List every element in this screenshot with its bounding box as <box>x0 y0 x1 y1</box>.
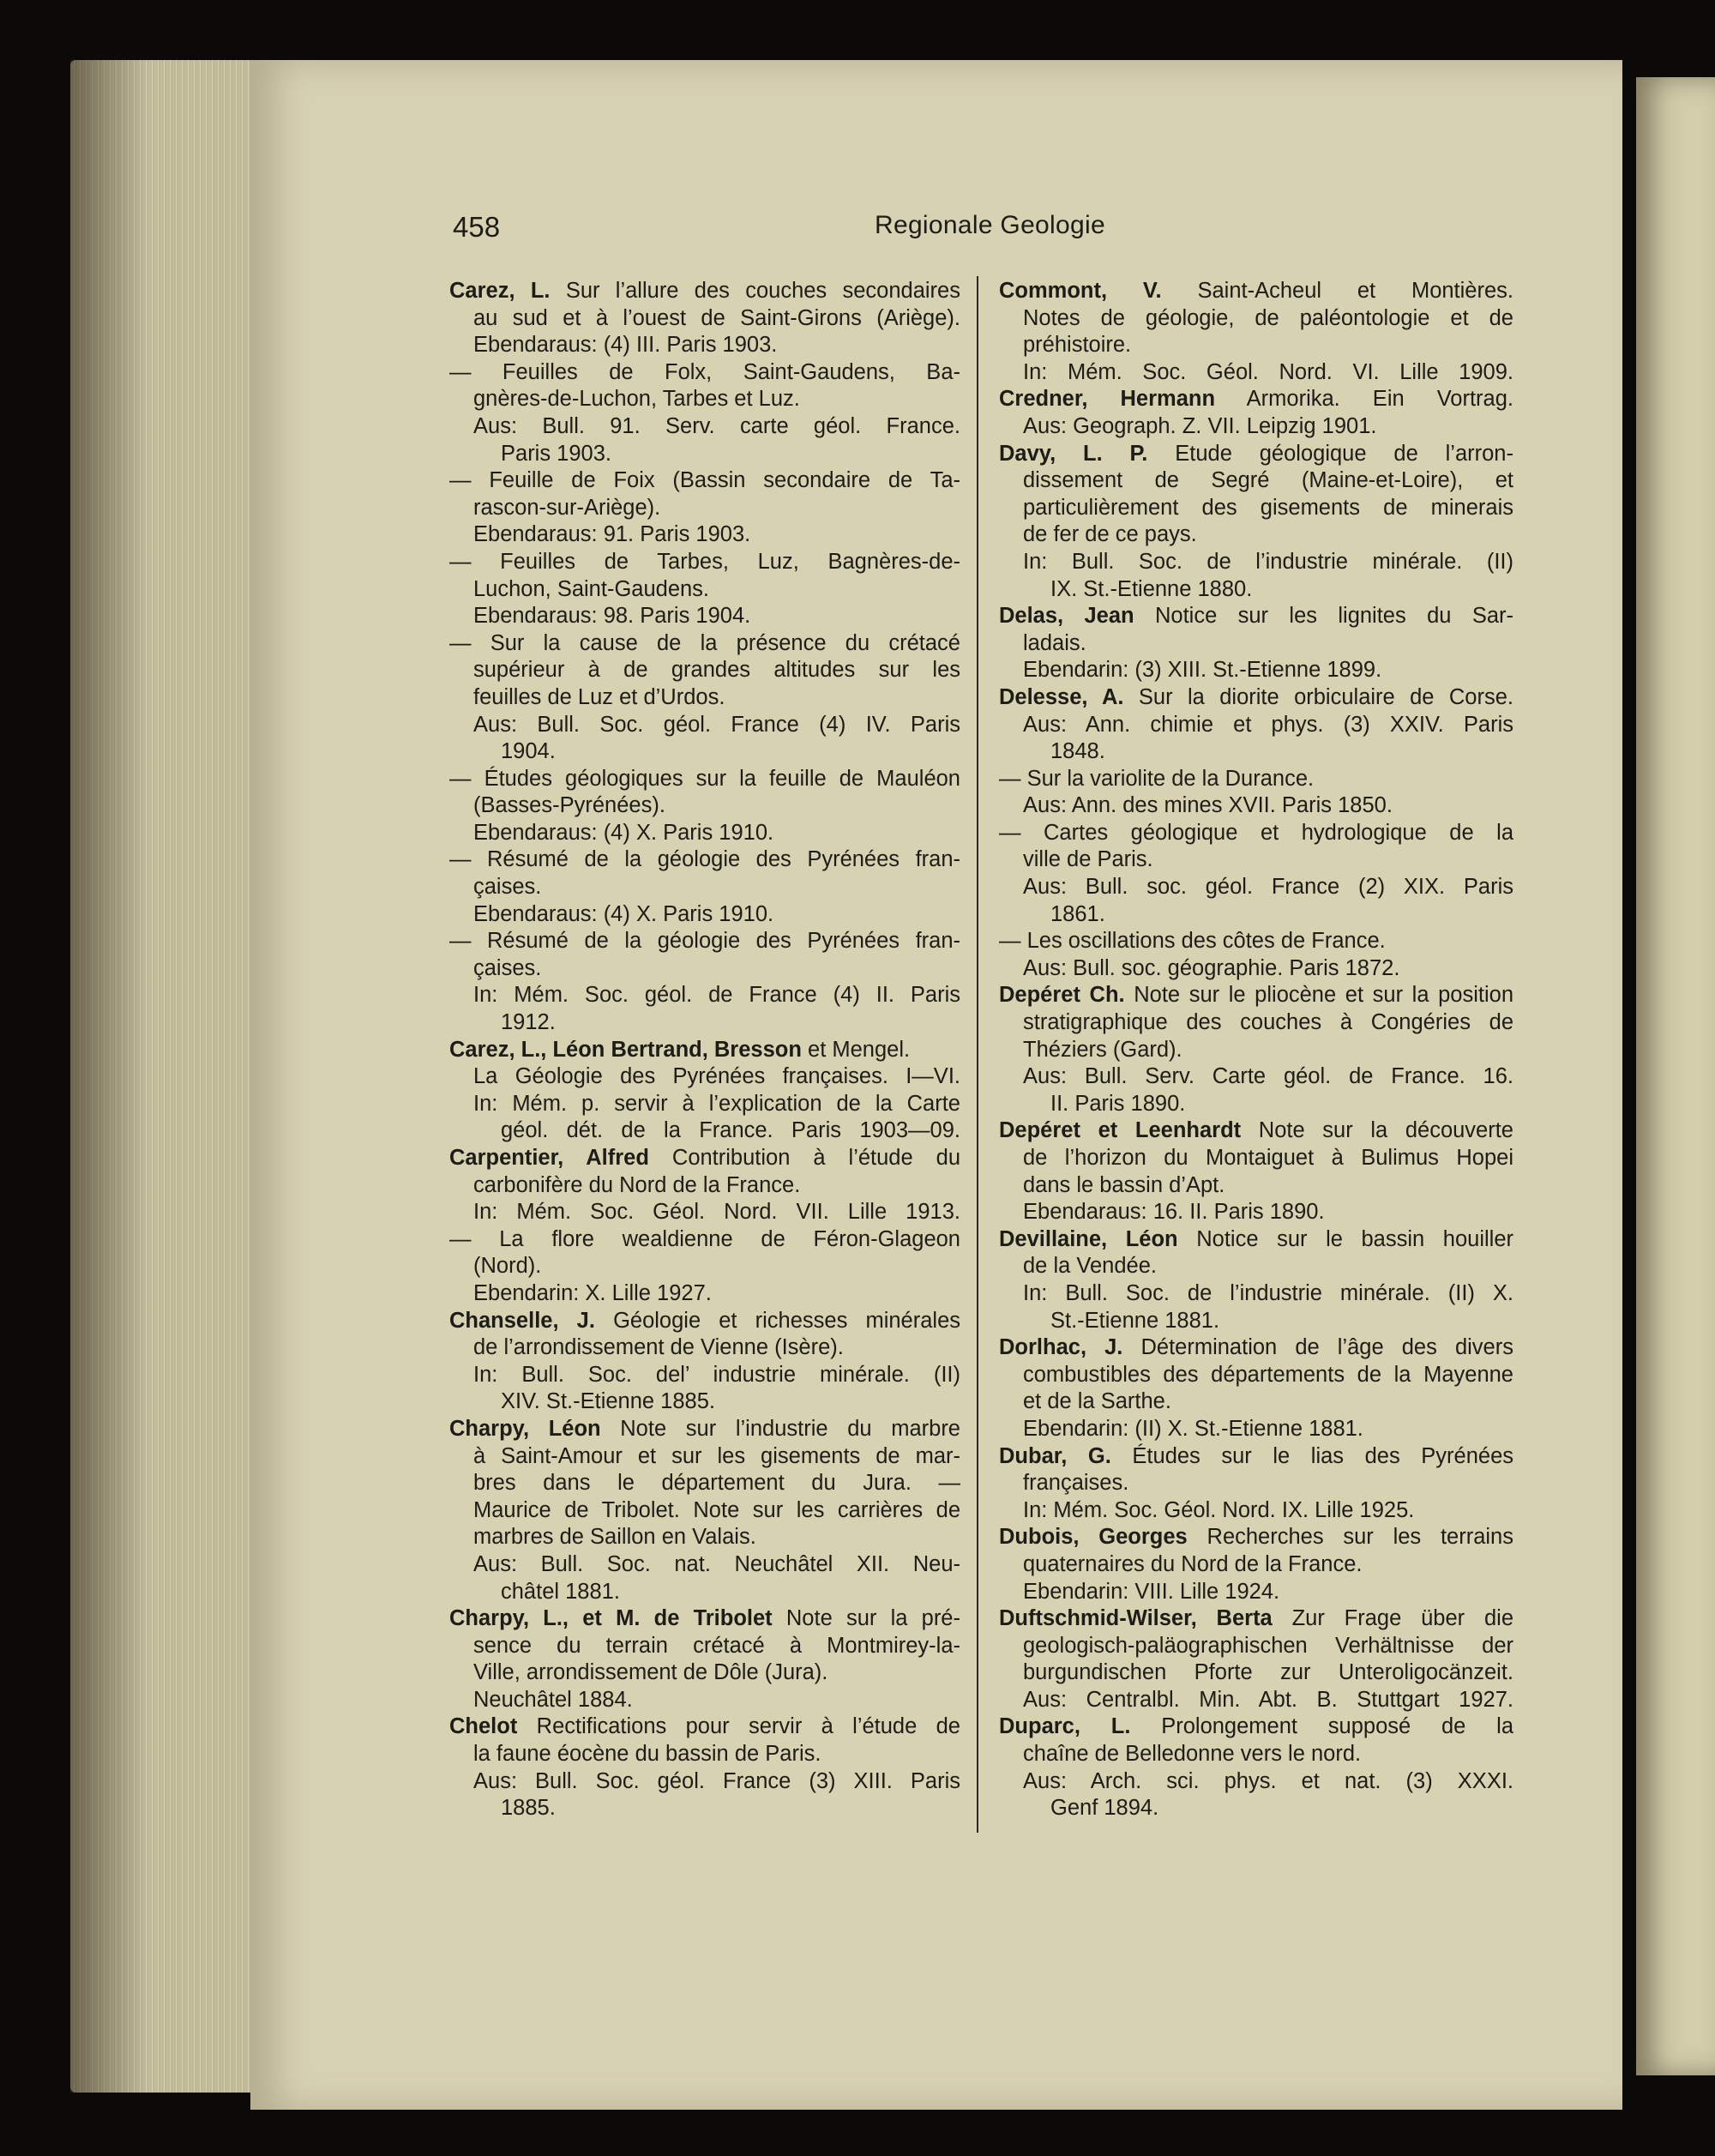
entry-text: Paris 1903. <box>501 441 611 466</box>
entry-text: géol. dét. de la France. Paris 1903—09. <box>501 1118 960 1143</box>
entry-line <box>999 657 1513 684</box>
entry-author: Depéret Ch. <box>999 983 1125 1008</box>
entry-text: Aus: Geograph. Z. VII. Leipzig 1901. <box>1023 413 1377 438</box>
entry-line <box>449 1551 960 1579</box>
entry-line <box>449 1579 960 1606</box>
entry-line <box>999 413 1513 441</box>
entry-text: Etude géologique de l’arron- <box>1175 441 1513 466</box>
entry-line <box>449 1091 960 1118</box>
entry-text: — La flore wealdienne de Féron-Glageon <box>449 1226 960 1251</box>
facing-page-edge <box>1636 77 1715 2075</box>
entry-line <box>449 1659 960 1687</box>
entry-line <box>999 1741 1513 1768</box>
entry-text: Ebendaraus: (4) III. Paris 1903. <box>473 333 778 358</box>
bibliography-subentry <box>999 766 1513 820</box>
bibliography-subentry <box>449 1226 960 1308</box>
entry-text: — Résumé de la géologie des Pyrénées fran- <box>449 847 960 872</box>
entry-author: Devillaine, Léon <box>999 1226 1178 1251</box>
entry-line <box>999 1199 1513 1226</box>
entry-text: Note sur la pré- <box>785 1606 960 1631</box>
entry-line <box>449 738 960 766</box>
entry-text: Saint-Acheul et Montières. <box>1197 279 1513 303</box>
entry-text: Ebendarin: (3) XIII. St.-Etienne 1899. <box>1023 658 1382 683</box>
entry-line <box>449 928 960 955</box>
entry-text: St.-Etienne 1881. <box>1050 1308 1220 1333</box>
entry-author: Dubois, Georges <box>999 1525 1188 1550</box>
entry-author: Carpentier, Alfred <box>449 1146 649 1170</box>
entry-line <box>999 1768 1513 1796</box>
entry-text: In: Bull. Soc. del’ industrie minérale. (II) <box>473 1362 960 1387</box>
entry-line <box>999 603 1513 630</box>
entry-line <box>999 1117 1513 1145</box>
entry-line <box>449 874 960 901</box>
entry-line <box>999 1443 1513 1471</box>
bibliography-entry <box>449 278 960 359</box>
entry-line <box>999 1551 1513 1579</box>
entry-text: Note sur la découverte <box>1258 1118 1513 1143</box>
entry-text: stratigraphique des couches à Congéries de <box>1023 1010 1513 1035</box>
bibliography-entry <box>999 603 1513 684</box>
entry-line <box>449 359 960 387</box>
entry-text: Aus: Centralbl. Min. Abt. B. Stuttgart 1927. <box>1023 1687 1513 1712</box>
entry-line <box>999 549 1513 576</box>
bibliography-entry <box>449 1145 960 1226</box>
entry-line <box>449 820 960 847</box>
entry-line <box>449 982 960 1009</box>
entry-text: Aus: Bull. soc. géol. France (2) XIX. Paris <box>1023 875 1513 900</box>
entry-text: Aus: Ann. des mines XVII. Paris 1850. <box>1023 793 1393 818</box>
entry-text: Sur l’allure des couches secondaires <box>565 279 960 303</box>
entry-text: Aus: Bull. Soc. nat. Neuchâtel XII. Neu- <box>473 1551 960 1576</box>
entry-line <box>999 874 1513 901</box>
bibliography-entry <box>449 1308 960 1416</box>
entry-line <box>999 955 1513 983</box>
entry-text: Aus: Ann. chimie et phys. (3) XXIV. Paris <box>1023 712 1513 737</box>
entry-line <box>999 495 1513 522</box>
entry-line <box>999 738 1513 766</box>
entry-author: Dubar, G. <box>999 1443 1111 1468</box>
entry-text: Aus: Bull. Soc. géol. France (4) IV. Paris <box>473 712 960 737</box>
entry-author: Dorlhac, J. <box>999 1335 1123 1360</box>
entry-line <box>449 332 960 359</box>
entry-text: In: Mém. Soc. géol. de France (4) II. Paris <box>473 983 960 1008</box>
entry-text: Armorika. Ein Vortrag. <box>1246 387 1513 412</box>
entry-line <box>449 1172 960 1200</box>
entry-text: — Feuilles de Folx, Saint-Gaudens, Ba- <box>449 359 960 384</box>
entry-text: 1912. <box>501 1010 556 1035</box>
entry-text: Aus: Bull. soc. géographie. Paris 1872. <box>1023 955 1400 980</box>
entry-text: — Études géologiques sur la feuille de Mauléon <box>449 766 960 791</box>
entry-line <box>999 846 1513 874</box>
entry-author: Charpy, Léon <box>449 1416 601 1441</box>
entry-author: Depéret et Leenhardt <box>999 1118 1242 1143</box>
entry-line <box>999 1334 1513 1362</box>
entry-text: Note sur l’industrie du marbre <box>620 1416 960 1441</box>
entry-text: quaternaires du Nord de la France. <box>1023 1551 1363 1576</box>
entry-line <box>449 1497 960 1525</box>
entry-line <box>449 1713 960 1741</box>
bibliography-entry <box>999 1524 1513 1605</box>
entry-line <box>449 1199 960 1226</box>
entry-text: ville de Paris. <box>1023 847 1153 872</box>
entry-line <box>999 1713 1513 1741</box>
entry-text: supérieur à de grandes altitudes sur les <box>473 658 960 683</box>
entry-line <box>449 1308 960 1335</box>
entry-text: Géologie et richesses minérales <box>613 1308 960 1333</box>
entry-text: feuilles de Luz et d’Urdos. <box>473 684 725 709</box>
entry-line <box>999 901 1513 929</box>
entry-text: particulièrement des gisements de minerais <box>1023 495 1513 520</box>
entry-text: Ville, arrondissement de Dôle (Jura). <box>473 1660 828 1685</box>
entry-text: Maurice de Tribolet. Note sur les carrières de <box>473 1497 960 1522</box>
entry-line <box>449 413 960 441</box>
entry-text: Note sur le pliocène et sur la position <box>1134 983 1513 1008</box>
entry-line <box>449 1334 960 1362</box>
entry-author: Chanselle, J. <box>449 1308 595 1333</box>
entry-line <box>449 1443 960 1471</box>
entry-line <box>449 1470 960 1497</box>
entry-text: — Sur la cause de la présence du crétacé <box>449 630 960 655</box>
entry-text: Rectifications pour servir à l’étude de <box>536 1714 960 1739</box>
entry-line <box>999 928 1513 955</box>
entry-line <box>999 332 1513 359</box>
entry-line <box>449 386 960 413</box>
entry-text: à Saint-Amour et sur les gisements de mar- <box>473 1443 960 1468</box>
entry-line <box>449 1362 960 1389</box>
entry-text: (Basses-Pyrénées). <box>473 793 665 818</box>
bibliography-entry <box>999 1226 1513 1334</box>
entry-text: Ebendaraus: (4) X. Paris 1910. <box>473 901 774 926</box>
entry-text: 1848. <box>1050 739 1105 764</box>
bibliography-entry <box>999 278 1513 386</box>
entry-text: Aus: Bull. 91. Serv. carte géol. France. <box>473 413 960 438</box>
bibliography-subentry <box>449 928 960 1036</box>
entry-text: et Mengel. <box>808 1037 911 1062</box>
bibliography-subentry <box>449 359 960 467</box>
entry-text: Études sur le lias des Pyrénées <box>1132 1443 1513 1468</box>
entry-line <box>999 1497 1513 1525</box>
entry-line <box>449 766 960 793</box>
bibliography-entry <box>449 1713 960 1822</box>
entry-text: II. Paris 1890. <box>1050 1091 1186 1116</box>
entry-text: Ebendaraus: 16. II. Paris 1890. <box>1023 1200 1325 1225</box>
entry-line <box>449 1280 960 1308</box>
entry-line <box>999 305 1513 333</box>
entry-author: Delas, Jean <box>999 604 1134 629</box>
entry-line <box>999 1253 1513 1280</box>
entry-text: Ebendarin: X. Lille 1927. <box>473 1280 712 1305</box>
bibliography-entry <box>999 386 1513 440</box>
entry-text: Notice sur le bassin houiller <box>1196 1226 1513 1251</box>
entry-text: Ebendaraus: (4) X. Paris 1910. <box>473 820 774 845</box>
entry-text: Détermination de l’âge des divers <box>1140 1335 1513 1360</box>
bibliography-subentry <box>449 549 960 630</box>
entry-text: au sud et à l’ouest de Saint-Girons (Ariège). <box>473 305 960 330</box>
entry-line <box>999 712 1513 739</box>
entry-text: Notes de géologie, de paléontologie et de <box>1023 305 1513 330</box>
bibliography-entry <box>449 1037 960 1145</box>
entry-line <box>449 521 960 549</box>
entry-line <box>999 1633 1513 1660</box>
entry-text: dissement de Segré (Maine-et-Loire), et <box>1023 468 1513 493</box>
entry-line <box>449 712 960 739</box>
entry-line <box>449 495 960 522</box>
entry-line <box>449 684 960 712</box>
entry-author: Davy, L. P. <box>999 441 1148 466</box>
entry-text: de la Vendée. <box>1023 1254 1157 1279</box>
entry-author: Credner, Hermann <box>999 387 1216 412</box>
bibliography-entry <box>999 1713 1513 1822</box>
entry-text: Ebendarin: (II) X. St.-Etienne 1881. <box>1023 1416 1363 1441</box>
entry-line <box>999 1226 1513 1254</box>
entry-line <box>449 1388 960 1416</box>
entry-text: Luchon, Saint-Gaudens. <box>473 576 710 601</box>
entry-text: Sur la diorite orbiculaire de Corse. <box>1138 684 1513 709</box>
entry-text: Zur Frage über die <box>1291 1606 1513 1631</box>
entry-line <box>999 1388 1513 1416</box>
entry-line <box>449 1768 960 1796</box>
entry-line <box>999 386 1513 413</box>
entry-line <box>999 467 1513 495</box>
entry-text: châtel 1881. <box>501 1579 620 1604</box>
entry-text: 1885. <box>501 1796 556 1821</box>
entry-text: rascon-sur-Ariège). <box>473 495 661 520</box>
entry-line <box>999 278 1513 305</box>
entry-text: chaîne de Belledonne vers le nord. <box>1023 1742 1362 1767</box>
right-column <box>999 278 1513 1822</box>
entry-line <box>999 1470 1513 1497</box>
entry-text: Aus: Bull. Soc. géol. France (3) XIII. Paris <box>473 1768 960 1793</box>
entry-line <box>449 1253 960 1280</box>
entry-line <box>449 846 960 874</box>
bibliography-entry <box>999 684 1513 766</box>
entry-text: — Cartes géologique et hydrologique de la <box>999 820 1513 845</box>
entry-line <box>449 1037 960 1064</box>
bibliography-entry <box>999 1117 1513 1226</box>
entry-text: de fer de ce pays. <box>1023 522 1197 547</box>
entry-line <box>999 1145 1513 1172</box>
entry-text: marbres de Saillon en Valais. <box>473 1525 756 1550</box>
entry-text: Ebendaraus: 98. Paris 1904. <box>473 604 751 629</box>
entry-line <box>999 1416 1513 1443</box>
entry-text: françaises. <box>1023 1471 1129 1496</box>
entry-line <box>449 549 960 576</box>
entry-line <box>999 1009 1513 1037</box>
bibliography-entry <box>999 1334 1513 1442</box>
entry-line <box>999 792 1513 820</box>
entry-author: Chelot <box>449 1714 518 1739</box>
entry-line <box>449 1226 960 1254</box>
entry-text: Neuchâtel 1884. <box>473 1687 633 1712</box>
entry-text: — Résumé de la géologie des Pyrénées fran- <box>449 929 960 954</box>
entry-text: — Feuilles de Tarbes, Luz, Bagnères-de- <box>449 549 960 574</box>
entry-line <box>449 467 960 495</box>
entry-text: geologisch-paläographischen Verhältnisse der <box>1023 1633 1513 1658</box>
entry-text: — Les oscillations des côtes de France. <box>999 929 1386 954</box>
bibliography-subentry <box>999 820 1513 928</box>
entry-line <box>449 657 960 684</box>
running-title: Regionale Geologie <box>875 211 1105 239</box>
entry-text: In: Mém. Soc. Géol. Nord. VII. Lille 1913. <box>473 1200 960 1225</box>
entry-text: sence du terrain crétacé à Montmirey-la- <box>473 1633 960 1658</box>
entry-text: — Sur la variolite de la Durance. <box>999 766 1315 791</box>
entry-line <box>449 1117 960 1145</box>
bibliography-subentry <box>999 928 1513 982</box>
entry-author: Delesse, A. <box>999 684 1124 709</box>
entry-text: çaises. <box>473 875 542 900</box>
entry-text: dans le bassin d’Apt. <box>1023 1172 1225 1197</box>
entry-text: de l’arrondissement de Vienne (Isère). <box>473 1335 844 1360</box>
entry-text: Ebendarin: VIII. Lille 1924. <box>1023 1579 1280 1604</box>
entry-text: de l’horizon du Montaiguet à Bulimus Hopei <box>1023 1146 1513 1170</box>
entry-line <box>999 1037 1513 1064</box>
entry-line <box>999 766 1513 793</box>
entry-line <box>449 1063 960 1091</box>
entry-line <box>999 982 1513 1009</box>
entry-text: et de la Sarthe. <box>1023 1389 1171 1414</box>
entry-line <box>449 441 960 468</box>
bibliography-entry <box>999 441 1513 604</box>
bibliography-subentry <box>449 630 960 766</box>
entry-line <box>999 1308 1513 1335</box>
bibliography-subentry <box>449 846 960 928</box>
entry-line <box>449 1145 960 1172</box>
column-rule <box>977 276 978 1833</box>
left-column <box>449 278 960 1822</box>
entry-line <box>999 1091 1513 1118</box>
entry-author: Carez, L. <box>449 279 551 303</box>
entry-text: Recherches sur les terrains <box>1207 1525 1513 1550</box>
entry-line <box>449 1741 960 1768</box>
entry-line <box>999 1362 1513 1389</box>
bibliography-subentry <box>449 467 960 549</box>
entry-line <box>449 1524 960 1551</box>
entry-line <box>999 1605 1513 1633</box>
entry-line <box>449 1416 960 1443</box>
entry-text: Genf 1894. <box>1050 1796 1159 1821</box>
entry-text: carbonifère du Nord de la France. <box>473 1172 801 1197</box>
entry-text: bres dans le département du Jura. — <box>473 1471 960 1496</box>
bibliography-entry <box>999 1443 1513 1525</box>
entry-text: — Feuille de Foix (Bassin secondaire de Ta- <box>449 468 960 493</box>
entry-text: Aus: Arch. sci. phys. et nat. (3) XXXI. <box>1023 1768 1513 1793</box>
entry-author: Duparc, L. <box>999 1714 1131 1739</box>
entry-text: In: Mém. Soc. Géol. Nord. VI. Lille 1909. <box>1023 359 1513 384</box>
entry-line <box>449 576 960 604</box>
entry-line <box>999 630 1513 658</box>
entry-line <box>449 1687 960 1714</box>
entry-line <box>449 603 960 630</box>
entry-text: XIV. St.-Etienne 1885. <box>501 1389 715 1414</box>
entry-line <box>999 820 1513 847</box>
entry-text: préhistoire. <box>1023 333 1132 358</box>
entry-line <box>449 1009 960 1037</box>
entry-text: In: Mém. p. servir à l’explication de la Carte <box>473 1091 960 1116</box>
entry-text: La Géologie des Pyrénées françaises. I—VI. <box>473 1064 960 1089</box>
entry-line <box>449 630 960 658</box>
entry-text: IX. St.-Etienne 1880. <box>1050 576 1253 601</box>
entry-line <box>999 684 1513 712</box>
entry-line <box>449 1605 960 1633</box>
entry-text: Prolongement supposé de la <box>1161 1714 1513 1739</box>
entry-line <box>449 955 960 983</box>
entry-line <box>999 1280 1513 1308</box>
entry-text: In: Bull. Soc. de l’industrie minérale. (II) X. <box>1023 1280 1513 1305</box>
entry-text: In: Bull. Soc. de l’industrie minérale. (II) <box>1023 549 1513 574</box>
bibliography-entry <box>999 1605 1513 1713</box>
entry-line <box>999 1579 1513 1606</box>
entry-text: 1904. <box>501 739 556 764</box>
entry-text: Théziers (Gard). <box>1023 1037 1182 1062</box>
entry-author: Commont, V. <box>999 279 1162 303</box>
entry-text: combustibles des départements de la Mayenne <box>1023 1362 1513 1387</box>
entry-text: Aus: Bull. Serv. Carte géol. de France. 16. <box>1023 1064 1513 1089</box>
entry-line <box>999 1172 1513 1200</box>
entry-line <box>999 359 1513 387</box>
bibliography-entry <box>999 982 1513 1117</box>
entry-line <box>999 1524 1513 1551</box>
entry-text: In: Mém. Soc. Géol. Nord. IX. Lille 1925. <box>1023 1497 1415 1522</box>
entry-text: burgundischen Pforte zur Unteroligocänzeit. <box>1023 1660 1513 1685</box>
entry-author: Charpy, L., et M. de Tribolet <box>449 1606 773 1631</box>
entry-line <box>999 1659 1513 1687</box>
bibliography-subentry <box>449 766 960 847</box>
entry-line <box>999 1687 1513 1714</box>
entry-line <box>449 278 960 305</box>
page-edges-shadow <box>70 60 147 2093</box>
entry-text: la faune éocène du bassin de Paris. <box>473 1742 821 1767</box>
page-number: 458 <box>453 211 501 243</box>
entry-text: Contribution à l’étude du <box>671 1146 960 1170</box>
entry-author: Duftschmid-Wilser, Berta <box>999 1606 1273 1631</box>
entry-line <box>999 1063 1513 1091</box>
entry-text: 1861. <box>1050 901 1105 926</box>
entry-line <box>449 901 960 929</box>
entry-text: gnères-de-Luchon, Tarbes et Luz. <box>473 387 800 412</box>
entry-line <box>999 441 1513 468</box>
entry-text: Notice sur les lignites du Sar- <box>1154 604 1513 629</box>
entry-line <box>999 1795 1513 1822</box>
entry-line <box>449 305 960 333</box>
entry-text: çaises. <box>473 955 542 980</box>
entry-line <box>449 1633 960 1660</box>
entry-line <box>999 576 1513 604</box>
entry-line <box>449 1795 960 1822</box>
bibliography-entry <box>449 1605 960 1713</box>
entry-author: Carez, L., Léon Bertrand, Bresson <box>449 1037 802 1062</box>
entry-line <box>449 792 960 820</box>
entry-text: (Nord). <box>473 1254 542 1279</box>
entry-text: Ebendaraus: 91. Paris 1903. <box>473 522 751 547</box>
bibliography-entry <box>449 1416 960 1605</box>
entry-text: ladais. <box>1023 630 1086 655</box>
entry-line <box>999 521 1513 549</box>
